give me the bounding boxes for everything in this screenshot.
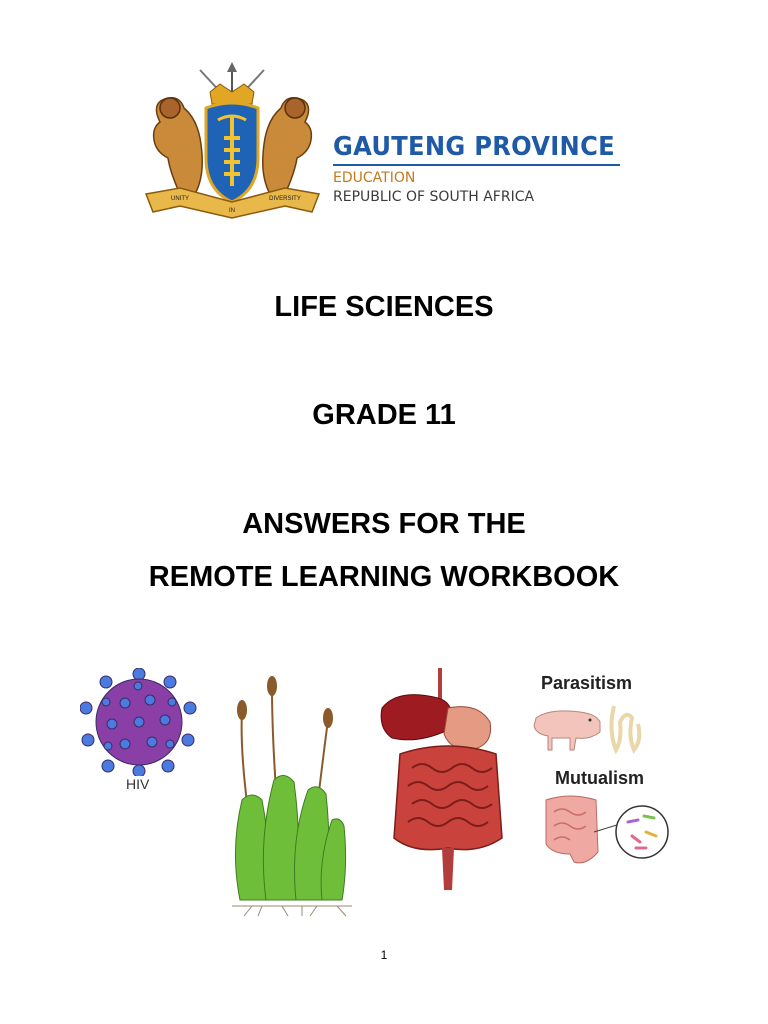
- brand-block: [333, 132, 633, 205]
- grade-title: GRADE 11: [312, 399, 456, 431]
- brand-title: GAUTENG PROVINCE: [333, 132, 615, 162]
- subject-title: LIFE SCIENCES: [274, 291, 494, 323]
- parasitism-label: Parasitism: [541, 673, 633, 693]
- brand-subtitle-country: REPUBLIC OF SOUTH AFRICA: [333, 189, 535, 205]
- mutualism-label: Mutualism: [555, 768, 645, 788]
- digestive-system-image: [378, 668, 518, 894]
- moss-plant-image: [222, 670, 362, 918]
- page-number: 1: [380, 948, 388, 962]
- brand-subtitle-education: EDUCATION: [333, 170, 416, 186]
- motto-left: UNITY: [171, 196, 189, 202]
- answers-title-line2: REMOTE LEARNING WORKBOOK: [148, 561, 620, 593]
- hiv-label: HIV: [126, 776, 150, 792]
- brand-divider: [333, 164, 620, 166]
- coat-of-arms-logo: [140, 62, 325, 224]
- gut-bacteria-image: [540, 792, 670, 872]
- motto-right: DIVERSITY: [269, 196, 301, 202]
- hiv-virus-image: [80, 668, 198, 776]
- answers-title-line1: ANSWERS FOR THE: [242, 508, 526, 540]
- motto-center: IN: [229, 208, 235, 214]
- pig-and-worm-image: [530, 700, 648, 754]
